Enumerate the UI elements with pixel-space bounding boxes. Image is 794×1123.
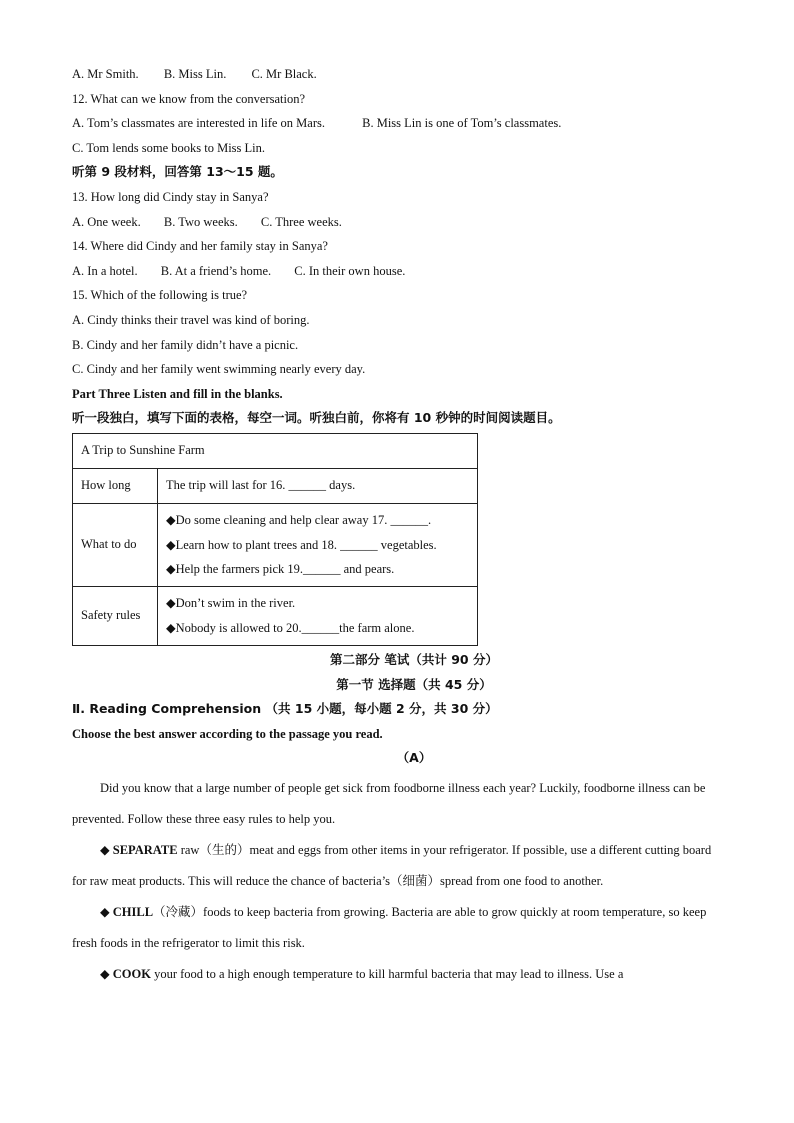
rule-separate	[72, 835, 722, 897]
q12-options-ab	[72, 111, 722, 136]
reading-heading: Ⅱ. Reading Comprehension （共 15 小题，每小题 2 分，共 30 分）	[72, 701, 498, 717]
q13-option-c: C. Three weeks.	[260, 214, 342, 229]
q12-option-a: A. Tom’s classmates are interested in life on Mars.	[72, 116, 325, 131]
separate-text: raw（生的）meat and eggs from other items in your refrigerator. If possible, use a different cutting board for raw meat products. This will reduce the chance of bacteria’s（细菌）spread from one food to another.	[72, 842, 712, 888]
q13-options	[72, 210, 722, 235]
rule-chill	[72, 897, 722, 959]
q13-option-b: B. Two weeks.	[163, 214, 238, 229]
safety-rules-cell	[158, 586, 478, 645]
part3-title: Part Three Listen and fill in the blanks.	[72, 386, 283, 401]
what-item-18: ◆Learn how to plant trees and 18. ______ vegetables.	[166, 537, 437, 552]
q14-options	[72, 259, 722, 284]
what-to-do-cell	[158, 503, 478, 586]
part3-instruction: 听一段独白，填写下面的表格，每空一词。听独白前，你将有 10 秒钟的时间阅读题目。	[72, 410, 561, 426]
how-long-text: The trip will last for 16. ______ days.	[158, 468, 478, 503]
how-long-label: How long	[73, 468, 158, 503]
q11-option-b: B. Miss Lin.	[163, 67, 227, 81]
q13-option-a: A. One week.	[72, 214, 141, 229]
section9-instruction: 听第 9 段材料，回答第 13～15 题。	[72, 164, 283, 180]
q12-stem: 12. What can we know from the conversation?	[72, 91, 306, 106]
what-item-19: ◆Help the farmers pick 19.______ and pears.	[166, 562, 395, 577]
q12-option-b: B. Miss Lin is one of Tom’s classmates.	[362, 116, 562, 131]
passage-label: （A）	[396, 750, 432, 766]
q15-option-c: C. Cindy and her family went swimming nearly every day.	[72, 362, 366, 377]
q11-option-c: C. Mr Black.	[251, 67, 317, 81]
chill-keyword: ◆ CHILL	[100, 904, 154, 919]
table-title: A Trip to Sunshine Farm	[73, 433, 478, 468]
q15-option-a: A. Cindy thinks their travel was kind of boring.	[72, 312, 310, 327]
q15-stem: 15. Which of the following is true?	[72, 288, 248, 303]
q14-option-c: C. In their own house.	[294, 263, 406, 278]
safety-item-20: ◆Nobody is allowed to 20.______the farm alone.	[166, 620, 415, 635]
q11-options	[72, 62, 722, 87]
listening-table	[72, 433, 478, 646]
safety-rules-label: Safety rules	[73, 586, 158, 645]
cook-keyword: ◆ COOK	[100, 966, 151, 981]
q14-option-a: A. In a hotel.	[72, 263, 138, 278]
q11-option-a: A. Mr Smith.	[72, 67, 139, 81]
chill-text: （冷藏）foods to keep bacteria from growing. Bacteria are able to grow quickly at room temperature, so keep fresh foods in the refrigerator to limit this risk.	[72, 904, 707, 950]
q12-option-c: C. Tom lends some books to Miss Lin.	[72, 140, 266, 155]
reading-instruction: Choose the best answer according to the passage you read.	[72, 726, 383, 741]
rule-cook	[72, 959, 722, 990]
exam-page	[72, 62, 722, 990]
passage-intro: Did you know that a large number of people get sick from foodborne illness each year? Luckily, foodborne illness can be prevented. Follow these three easy rules to help you.	[72, 780, 706, 826]
cook-text: your food to a high enough temperature to kill harmful bacteria that may lead to illness. Use a	[150, 966, 624, 981]
q13-stem: 13. How long did Cindy stay in Sanya?	[72, 189, 269, 204]
q15-option-b: B. Cindy and her family didn’t have a picnic.	[72, 337, 299, 352]
part2-heading: 第二部分 笔试（共计 90 分）	[330, 651, 498, 667]
what-item-17: ◆Do some cleaning and help clear away 17. ______.	[166, 513, 432, 528]
separate-keyword: ◆ SEPARATE	[100, 842, 178, 857]
q14-stem: 14. Where did Cindy and her family stay in Sanya?	[72, 239, 328, 254]
safety-item-1: ◆Don’t swim in the river.	[166, 596, 296, 611]
what-to-do-label: What to do	[73, 503, 158, 586]
section1-heading: 第一节 选择题（共 45 分）	[336, 676, 492, 692]
q14-option-b: B. At a friend’s home.	[160, 263, 272, 278]
